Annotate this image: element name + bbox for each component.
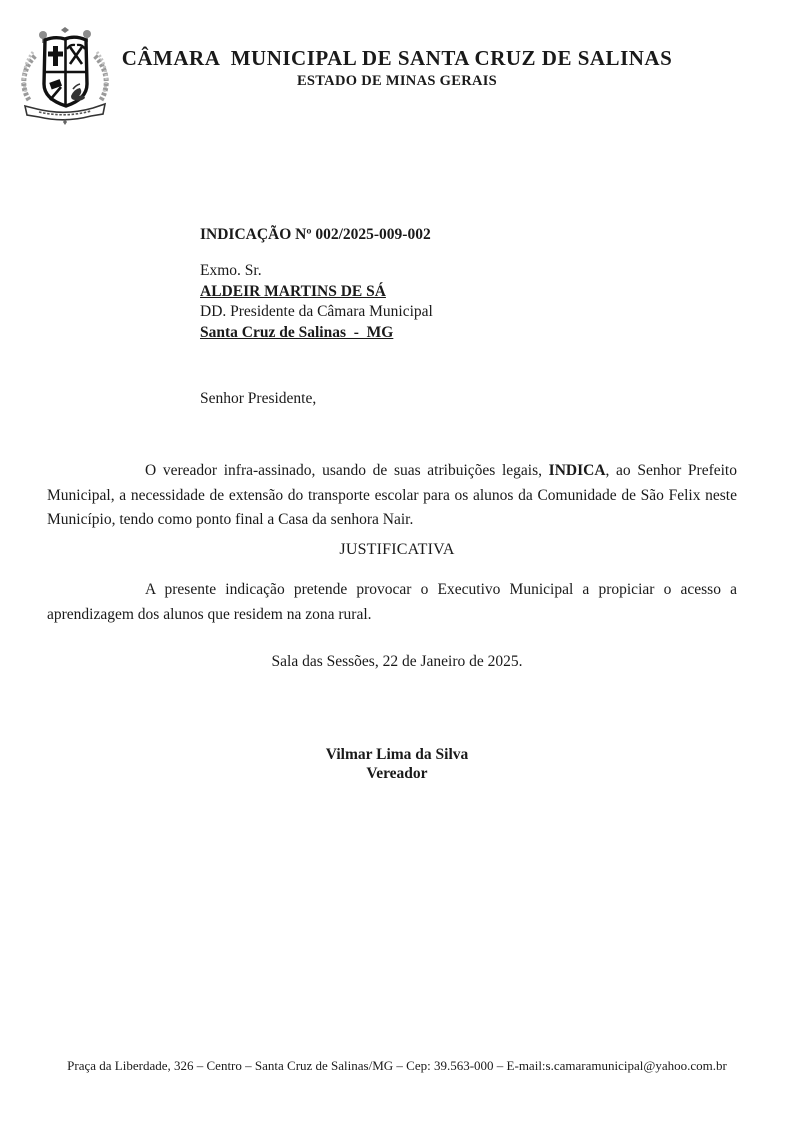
body-keyword-indica: INDICA: [548, 462, 606, 479]
addressee-name: ALDEIR MARTINS DE SÁ: [200, 282, 386, 300]
addressee-block: [200, 261, 433, 343]
justification-heading: JUSTIFICATIVA: [339, 541, 455, 558]
signature-name: Vilmar Lima da Silva: [325, 746, 469, 763]
footer-address: Praça da Liberdade, 326 – Centro – Santa Cruz de Salinas/MG – Cep: 39.563-000 – E-mail:s.camaramunicipal@yahoo.com.br: [67, 1058, 727, 1073]
signature-block: [0, 745, 794, 783]
addressee-honorific: Exmo. Sr.: [200, 262, 262, 279]
body-text-before: O vereador infra-assinado, usando de suas atribuições legais,: [145, 462, 549, 479]
page-title: CÂMARA MUNICIPAL DE SANTA CRUZ DE SALINAS: [121, 46, 673, 70]
body-paragraph: [47, 459, 737, 533]
addressee-city-state: Santa Cruz de Salinas - MG: [200, 323, 394, 341]
session-date-line: Sala das Sessões, 22 de Janeiro de 2025.: [271, 653, 523, 670]
justification-paragraph: A presente indicação pretende provocar o Executivo Municipal a propiciar o acesso a aprendizagem dos alunos que residem na zona rural.: [47, 581, 737, 623]
body-text-after: , ao Senhor Prefeito Municipal, a necessidade de extensão do transporte escolar para os alunos da Comunidade de São Felix neste Município, tendo como ponto final a Casa da senhora Nair.: [47, 462, 737, 528]
page-subtitle: ESTADO DE MINAS GERAIS: [296, 73, 498, 89]
greeting-line: Senhor Presidente,: [200, 390, 317, 407]
addressee-role: DD. Presidente da Câmara Municipal: [200, 303, 433, 320]
signature-role: Vereador: [366, 765, 428, 782]
document-number: INDICAÇÃO Nº 002/2025-009-002: [200, 226, 431, 243]
